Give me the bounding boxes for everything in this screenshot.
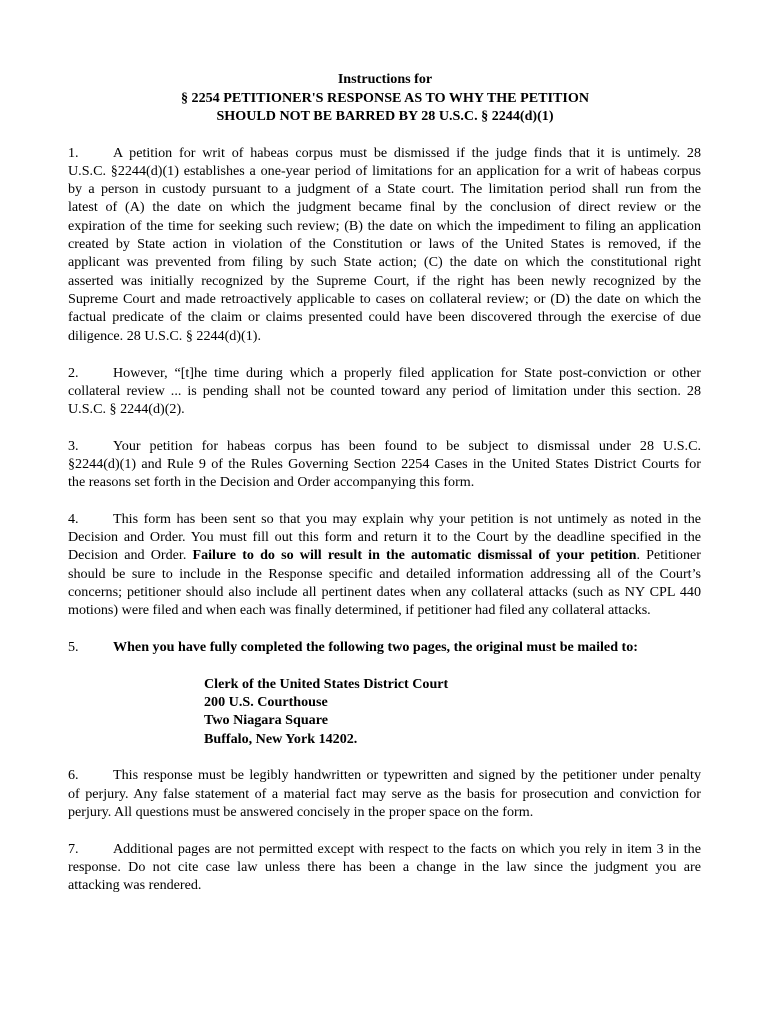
paragraph-line: diligence. 28 U.S.C. § 2244(d)(1). xyxy=(68,328,261,344)
title-line-2: § 2254 PETITIONER'S RESPONSE AS TO WHY THE PETITION xyxy=(180,90,590,106)
item-number: 2. xyxy=(68,365,79,381)
item-number: 7. xyxy=(68,841,79,857)
paragraph-line: This response must be legibly handwritten or typewritten and signed by the petitioner under penalty xyxy=(113,767,701,783)
paragraph-line: should be sure to include in the Response specific and detailed information addressing all of the Court’s xyxy=(68,566,701,582)
paragraph-line: by a person in custody pursuant to a judgment of a State court. The limitation period shall run from the xyxy=(68,181,701,197)
paragraph-line xyxy=(68,546,701,564)
paragraph-line: Additional pages are not permitted except with respect to the facts on which you rely in item 3 in the xyxy=(113,841,701,857)
paragraph-line: latest of (A) the date on which the judgment became final by the conclusion of direct review or the xyxy=(68,199,701,215)
paragraph-line: U.S.C. § 2244(d)(2). xyxy=(68,401,185,417)
paragraph-line: response. Do not cite case law unless there has been a change in the law since the judgment you are xyxy=(68,859,701,875)
paragraph-line: applicant was prevented from filing by such State action; (C) the date on which the constitutional right xyxy=(68,254,701,270)
address-line: 200 U.S. Courthouse xyxy=(204,694,328,710)
paragraph-line: Decision and Order. You must fill out this form and return it to the Court by the deadline specified in the xyxy=(68,529,701,545)
mailing-instruction: When you have fully completed the following two pages, the original must be mailed to: xyxy=(113,639,638,655)
paragraph-line: of perjury. Any false statement of a material fact may serve as the basis for prosecution and conviction for xyxy=(68,786,701,802)
paragraph-line: A petition for writ of habeas corpus must be dismissed if the judge finds that it is untimely. 28 xyxy=(113,145,701,161)
item-number: 3. xyxy=(68,438,79,454)
paragraph-line: motions) were filed and when each was finally determined, if petitioner had filed any collateral attacks. xyxy=(68,602,651,618)
paragraph-text: Decision and Order. xyxy=(68,547,193,563)
address-line: Clerk of the United States District Court xyxy=(204,676,449,692)
paragraph-line: expiration of the time for seeking such review; (B) the date on which the impediment to filing an application xyxy=(68,218,701,234)
item-number: 1. xyxy=(68,145,79,161)
paragraph-line: collateral review ... is pending shall not be counted toward any period of limitation under this section. 28 xyxy=(68,383,701,399)
paragraph-line: created by State action in violation of the Constitution or laws of the United States is removed, if the xyxy=(68,236,701,252)
title-line-3: SHOULD NOT BE BARRED BY 28 U.S.C. § 2244(d)(1) xyxy=(216,108,554,124)
paragraph-text: . Petitioner xyxy=(636,547,701,563)
paragraph-line: However, “[t]he time during which a properly filed application for State post-conviction or other xyxy=(113,365,701,381)
paragraph-line: Your petition for habeas corpus has been found to be subject to dismissal under 28 U.S.C. xyxy=(113,438,701,454)
item-number: 4. xyxy=(68,511,79,527)
title-line-1: Instructions for xyxy=(337,71,433,87)
paragraph-line: asserted was initially recognized by the Supreme Court, if the right has been newly recognized by the xyxy=(68,273,701,289)
address-line: Buffalo, New York 14202. xyxy=(204,731,358,747)
address-line: Two Niagara Square xyxy=(204,712,328,728)
paragraph-line: This form has been sent so that you may explain why your petition is not untimely as noted in the xyxy=(113,511,701,527)
paragraph-line: U.S.C. §2244(d)(1) establishes a one-year period of limitations for an application for a writ of habeas corpus xyxy=(68,163,701,179)
paragraph-line: §2244(d)(1) and Rule 9 of the Rules Governing Section 2254 Cases in the United States District Courts for xyxy=(68,456,701,472)
item-number: 5. xyxy=(68,639,79,655)
paragraph-line: factual predicate of the claim or claims presented could have been discovered through the exercise of due xyxy=(68,309,701,325)
item-number: 6. xyxy=(68,767,79,783)
paragraph-line: attacking was rendered. xyxy=(68,877,202,893)
paragraph-line: Supreme Court and made retroactively applicable to cases on collateral review; or (D) the date on which the xyxy=(68,291,701,307)
paragraph-line: the reasons set forth in the Decision and Order accompanying this form. xyxy=(68,474,475,490)
paragraph-line: perjury. All questions must be answered concisely in the proper space on the form. xyxy=(68,804,534,820)
dismissal-warning: Failure to do so will result in the automatic dismissal of your petition xyxy=(192,547,637,563)
paragraph-line: concerns; petitioner should also include all pertinent dates when any collateral attacks (such as NY CPL 440 xyxy=(68,584,701,600)
